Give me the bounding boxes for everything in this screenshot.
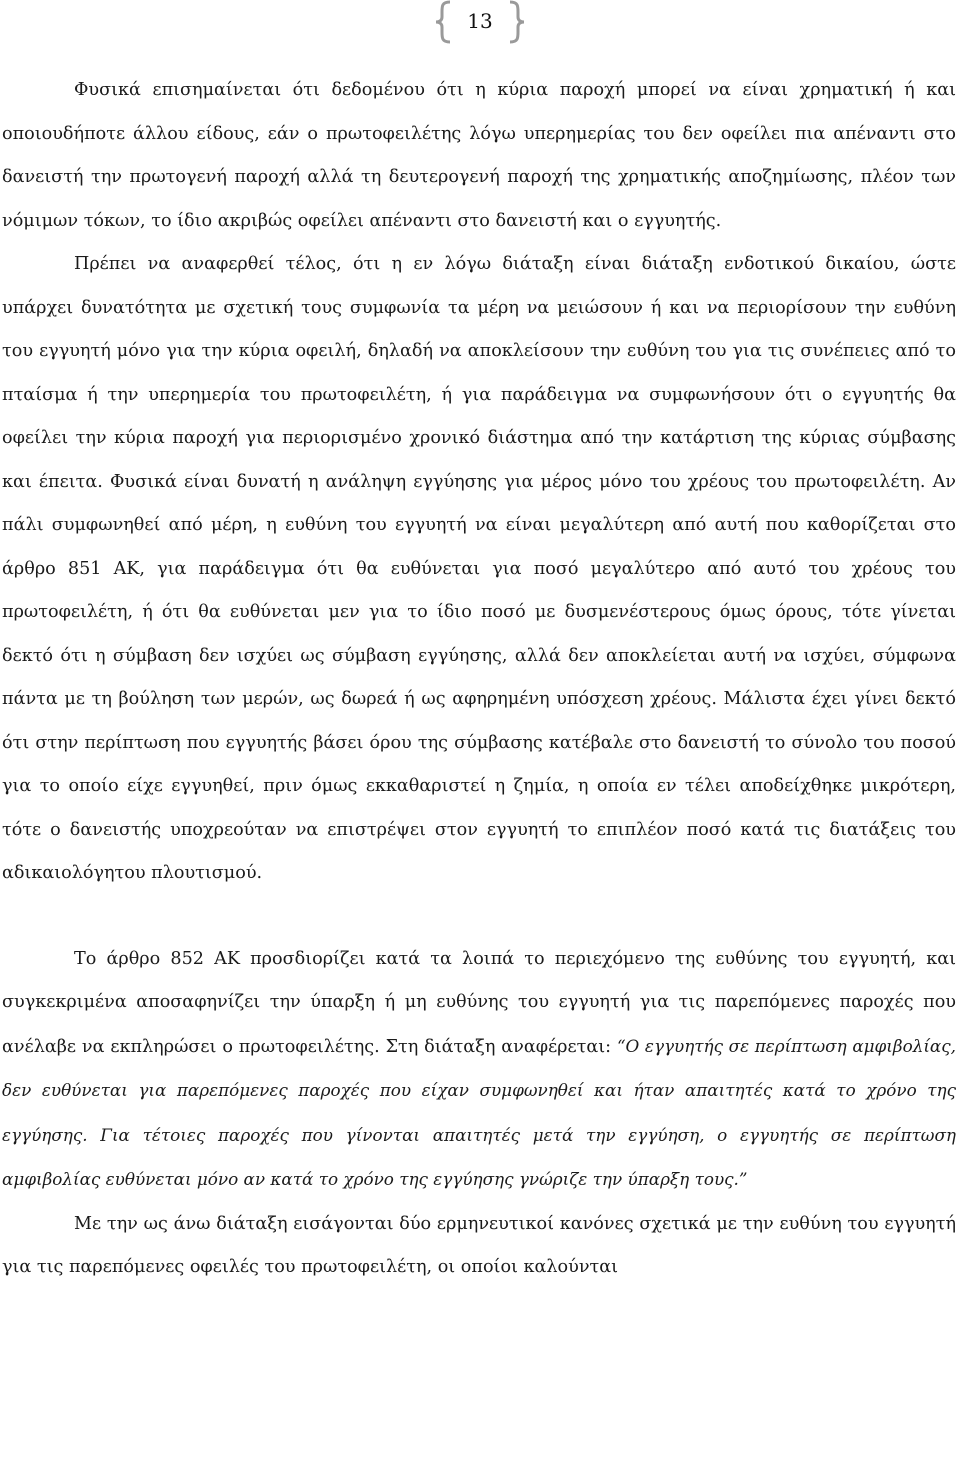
paragraph-1: Φυσικά επισημαίνεται ότι δεδομένου ότι η κύρια παροχή μπορεί να είναι χρηματική ή και οποιουδήποτε άλλου είδους, εάν ο πρωτοφειλέτης λόγω υπερημερίας του δεν οφείλει πια απέναντι στο δανειστή την πρωτογενή παροχή αλλά τη δευτερογενή παροχή της χρηματικής αποζημίωσης, πλέον των νόμιμων τόκων, το ίδιο ακριβώς οφείλει απέναντι στο δανειστή και ο εγγυητής. — [2, 80, 956, 231]
paragraph-2: Πρέπει να αναφερθεί τέλος, ότι η εν λόγω διάταξη είναι διάταξη ενδοτικού δικαίου, ώστε υπάρχει δυνατότητα με σχετική τους συμφωνία τα μέρη να μειώσουν ή και να περιορίσουν την ευθύνη του εγγυητή μόνο για την κύρια οφειλή, δηλαδή να αποκλείσουν την ευθύνη του για τις συνέπειες από το πταίσμα ή την υπερημερία του πρωτοφειλέτη, ή για παράδειγμα να συμφωνήσουν ότι ο εγγυητής θα οφείλει την κύρια παροχή για περιορισμένο χρονικό διάστημα από την κατάρτιση της κύριας σύμβασης και έπειτα. Φυσικά είναι δυνατή η ανάληψη εγγύησης για μέρος μόνο του χρέους του πρωτοφειλέτη. Αν πάλι συμφωνηθεί από μέρη, η ευθύνη του εγγυητή να είναι μεγαλύτερη από αυτή που καθορίζεται στο άρθρο 851 ΑΚ, για παράδειγμα ότι θα ευθύνεται για ποσό μεγαλύτερο από αυτό του χρέους του πρωτοφειλέτη, ή ότι θα ευθύνεται μεν για το ίδιο ποσό με δυσμενέστερους όμως όρους, τότε γίνεται δεκτό ότι η σύμβαση δεν ισχύει ως σύμβαση εγγύησης, αλλά δεν αποκλείεται αυτή να ισχύει, σύμφωνα πάντα με τη βούληση των μερών, ως δωρεά ή ως αφηρημένη υπόσχεση χρέους. Μάλιστα έχει γίνει δεκτό ότι στην περίπτωση που εγγυητής βάσει όρου της σύμβασης κατέβαλε στο δανειστή το σύνολο του ποσού για το οποίο είχε εγγυηθεί, πριν όμως εκκαθαριστεί η ζημία, η οποία εν τέλει αποδείχθηκε μικρότερη, τότε ο δανειστής υποχρεούταν να επιστρέψει στον εγγυητή το επιπλέον ποσό κατά τις διατάξεις του αδικαιολόγητου πλουτισμού. — [2, 254, 956, 883]
paragraph-3-text: Το άρθρο 852 ΑΚ προσδιορίζει κατά τα λοιπά το περιεχόμενο της ευθύνης του εγγυητή, και συγκεκριμένα αποσαφηνίζει την ύπαρξη ή μη ευθύνης του εγγυητή για τις παρεπόμενες παροχές που ανέλαβε να εκπληρώσει ο πρωτοφειλέτης. Στη διάταξη αναφέρεται: — [2, 948, 956, 1057]
article-852-quote: “Ο εγγυητής σε περίπτωση αμφιβολίας, δεν ευθύνεται για παρεπόμενες παροχές που είχαν συμφωνηθεί και ήταν απαιτητές κατά το χρόνο της εγγύησης. Για τέτοιες παροχές που γίνονται απαιτητές μετά την εγγύηση, ο εγγυητής σε περίπτωση αμφιβολίας ευθύνεται μόνο αν κατά το χρόνο της εγγύησης γνώριζε την ύπαρξη τους.” — [2, 1035, 956, 1189]
page-number-badge — [432, 0, 528, 44]
paragraph-3 — [2, 938, 956, 1203]
document-body — [2, 69, 956, 1290]
paragraph-4: Με την ως άνω διάταξη εισάγονται δύο ερμηνευτικοί κανόνες σχετικά με την ευθύνη του εγγυητή για τις παρεπόμενες οφειλές του πρωτοφειλέτη, οι οποίοι καλούνται — [2, 1213, 956, 1277]
page-number: 13 — [467, 9, 493, 33]
